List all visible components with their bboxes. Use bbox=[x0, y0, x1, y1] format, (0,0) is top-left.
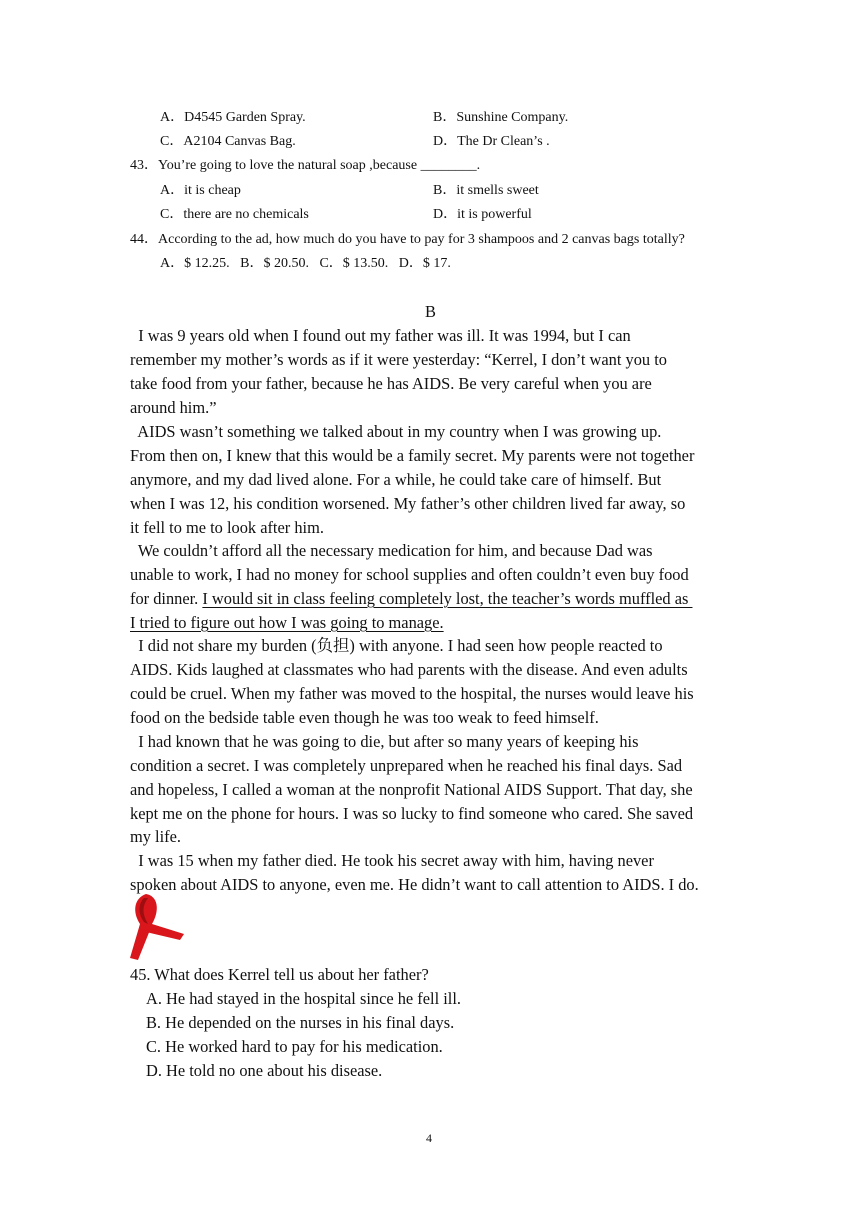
q43-option-d: D．it is powerful bbox=[433, 207, 532, 222]
passage-line: it fell to me to look after him. bbox=[130, 518, 324, 537]
underlined-sentence: I would sit in class feeling completely lost, the teacher’s words muffled as bbox=[202, 589, 693, 608]
passage-line: around him.” bbox=[130, 398, 217, 417]
q42-option-b: B．Sunshine Company. bbox=[433, 110, 569, 125]
passage-line: and hopeless, I called a woman at the nonprofit National AIDS Support. That day, she bbox=[130, 780, 693, 799]
q45-option-a: A. He had stayed in the hospital since he fell ill. bbox=[146, 989, 461, 1008]
q43-option-c: C．there are no chemicals bbox=[160, 207, 309, 222]
passage-line: spoken about AIDS to anyone, even me. He didn’t want to call attention to AIDS. I do. bbox=[130, 875, 699, 894]
q44-options: A．$ 12.25. B．$ 20.50. C．$ 13.50. D．$ 17. bbox=[160, 256, 451, 271]
passage-line: condition a secret. I was completely unprepared when he reached his final days. Sad bbox=[130, 756, 683, 775]
passage-line: AIDS. Kids laughed at classmates who had parents with the disease. And even adults bbox=[130, 660, 688, 679]
page-number: 4 bbox=[426, 1131, 432, 1145]
q43-option-a: A．it is cheap bbox=[160, 183, 241, 198]
q42-option-a: A．D4545 Garden Spray. bbox=[160, 110, 306, 125]
passage-line: I was 9 years old when I found out my father was ill. It was 1994, but I can bbox=[130, 326, 631, 345]
q42-option-c: C．A2104 Canvas Bag. bbox=[160, 134, 296, 149]
q45-option-c: C. He worked hard to pay for his medication. bbox=[146, 1037, 443, 1056]
passage-line: I had known that he was going to die, but after so many years of keeping his bbox=[130, 732, 639, 751]
passage-line: remember my mother’s words as if it were yesterday: “Kerrel, I don’t want you to bbox=[130, 350, 667, 369]
passage-line: AIDS wasn’t something we talked about in my country when I was growing up. bbox=[130, 422, 662, 441]
passage-text: for dinner. bbox=[130, 589, 203, 608]
q45-stem: 45. What does Kerrel tell us about her father? bbox=[130, 965, 429, 984]
q43-option-b: B．it smells sweet bbox=[433, 183, 539, 198]
passage-line: From then on, I knew that this would be a family secret. My parents were not together bbox=[130, 446, 695, 465]
q45-option-d: D. He told no one about his disease. bbox=[146, 1061, 383, 1080]
passage-line: unable to work, I had no money for school supplies and often couldn’t even buy food bbox=[130, 565, 689, 584]
passage-line: I was 15 when my father died. He took his secret away with him, having never bbox=[130, 851, 654, 870]
passage-line: We couldn’t afford all the necessary medication for him, and because Dad was bbox=[130, 541, 653, 560]
red-ribbon-icon bbox=[126, 890, 188, 962]
passage-line: I did not share my burden (负担) with anyone. I had seen how people reacted to bbox=[130, 636, 663, 655]
underlined-sentence-continued: I tried to figure out how I was going to manage. bbox=[130, 613, 444, 632]
passage-line: anymore, and my dad lived alone. For a while, he could take care of himself. But bbox=[130, 470, 662, 489]
passage-line: kept me on the phone for hours. I was so lucky to find someone who cared. She saved bbox=[130, 804, 694, 823]
passage-line: my life. bbox=[130, 827, 181, 846]
passage-line bbox=[130, 589, 692, 609]
q42-option-d: D．The Dr Clean’s . bbox=[433, 134, 550, 149]
q43-stem: 43．You’re going to love the natural soap ,because ________. bbox=[130, 158, 481, 173]
passage-line: could be cruel. When my father was moved to the hospital, the nurses would leave his bbox=[130, 684, 694, 703]
passage-line: take food from your father, because he has AIDS. Be very careful when you are bbox=[130, 374, 652, 393]
passage-line: food on the bedside table even though he was too weak to feed himself. bbox=[130, 708, 599, 727]
passage-line: when I was 12, his condition worsened. My father’s other children lived far away, so bbox=[130, 494, 686, 513]
q45-option-b: B. He depended on the nurses in his final days. bbox=[146, 1013, 455, 1032]
passage-heading: B bbox=[425, 302, 436, 321]
q44-stem: 44．According to the ad, how much do you have to pay for 3 shampoos and 2 canvas bags totally? bbox=[130, 232, 685, 247]
